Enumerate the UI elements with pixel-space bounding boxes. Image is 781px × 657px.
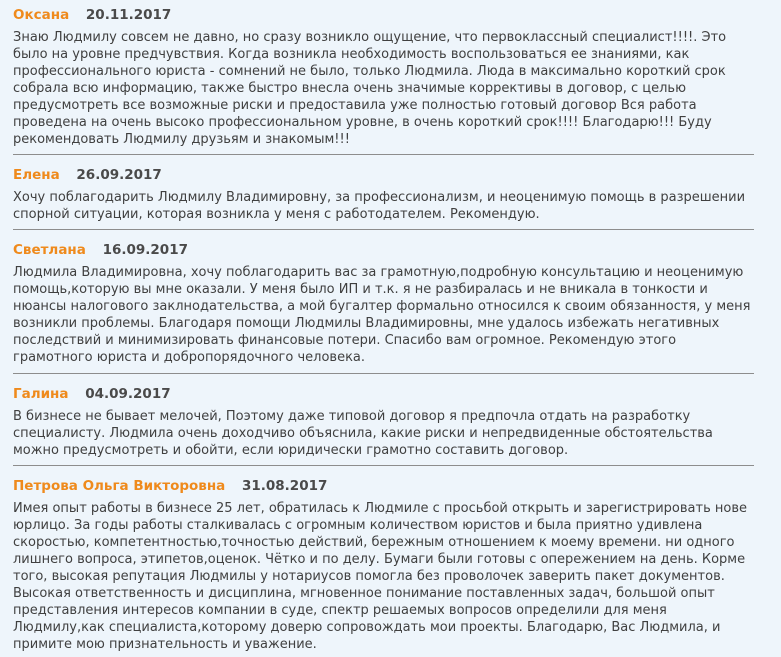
review-text: В бизнесе не бывает мелочей, Поэтому даже типовой договор я предпочла отдать на разработку специалисту. Людмила очень доходчиво объяснила, какие риски и непредвиденные обстоятельства можно предусмотреть и обойти, если юридически грамотно составить договор. <box>13 409 713 458</box>
review-text: Имея опыт работы в бизнесе 25 лет, обратилась к Людмиле с просьбой открыть и зарегистрировать нове юрлицо. За годы работы сталкивалась с огромным количеством юристов и была приятно удивлена скоростью, компетентностью,точностью действий, бережным отношением к моему времени. ни одного лишнего вопроса, этипетов,оценок. Чётко и по делу. Бумаги были готовы с опережением на день. Корме того, высокая репутация Людмилы у нотариусов помогла без проволочек заверить пакет документов. Высокая ответственность и дисциплина, мгновенное понимание поставленных задач, большой опыт представления интересов компании в суде, спектр решаемых вопросов определили для меня Людмилу,как специалиста,которому доверю сопровождать мои проекты. Благодарю, Вас Людмила, и примите мою признательность и уважение. <box>13 501 747 652</box>
review-item <box>13 374 754 466</box>
review-text: Знаю Людмилу совсем не давно, но сразу возникло ощущение, что первоклассный специалист!!!!. Это было на уровне предчувствия. Когда возникла необходимость воспользоваться ее знаниями, как профессионального юриста - сомнений не было, только Людмила. Люда в максимально короткий срок собрала всю информацию, также быстро внесла очень значимые коррективы в договор, с целью предусмотреть все возможные риски и предоставила уже полностью готовый договор Вся работа проведена на очень высоко профессиональном уровне, в очень короткий срок!!!! Благодарю!!! Буду рекомендовать Людмилу друзьям и знакомым!!! <box>13 30 727 147</box>
review-header <box>13 242 754 258</box>
review-header <box>13 167 754 183</box>
review-author: Петрова Ольга Викторовна <box>13 478 226 494</box>
review-item <box>13 466 754 657</box>
review-text: Хочу поблагодарить Людмилу Владимировну, за профессионализм, и неоценимую помощь в разрешении спорной ситуации, которая возникла у меня с работодателем. Рекомендую. <box>13 190 746 222</box>
review-header <box>13 7 754 23</box>
review-author: Оксана <box>13 7 70 23</box>
review-date: 31.08.2017 <box>241 478 328 494</box>
review-date: 16.09.2017 <box>102 242 188 258</box>
review-item <box>13 0 754 155</box>
review-date: 20.11.2017 <box>85 7 172 23</box>
review-date: 04.09.2017 <box>85 386 171 402</box>
review-header <box>13 478 754 494</box>
review-header <box>13 386 754 402</box>
review-text: Людмила Владимировна, хочу поблагодарить вас за грамотную,подробную консультацию и неоценимую помощь,которую вы мне оказали. У меня было ИП и т.к. я не разбиралась и не вникала в тонкости и нюансы налогового заклнодательства, а мой бугалтер формально относился к своим обязанностя, у меня возникли проблемы. Благодаря помощи Людмилы Владимировны, мне удалось избежать негативных последствий и минимизировать финансовые потери. Спасибо вам огромное. Рекомендую этого грамотного юриста и добропорядочного человека. <box>13 265 751 365</box>
review-item <box>13 155 754 230</box>
review-author: Светлана <box>13 242 86 258</box>
review-date: 26.09.2017 <box>76 167 162 183</box>
review-item <box>13 230 754 374</box>
review-author: Елена <box>13 167 60 183</box>
review-author: Галина <box>13 386 69 402</box>
